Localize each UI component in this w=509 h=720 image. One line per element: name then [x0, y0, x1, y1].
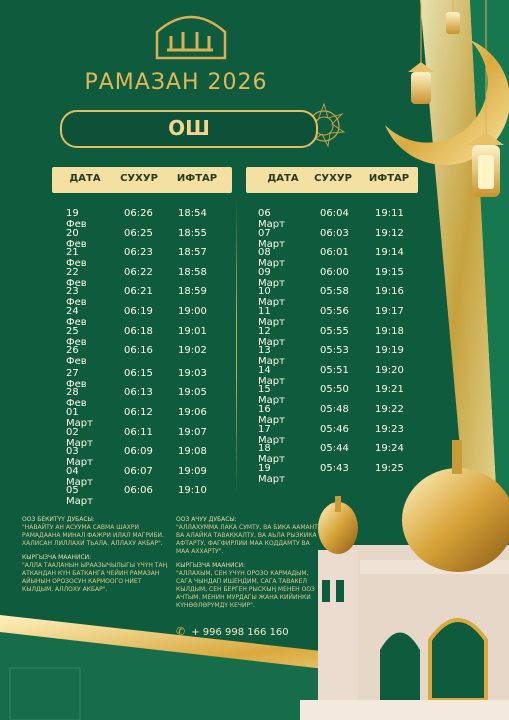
schedule-date: 10 Март: [258, 286, 285, 309]
suhur-prayer: [22, 516, 170, 594]
schedule-date: 24 Фев: [66, 306, 87, 328]
header-date: ДАТА: [69, 173, 101, 184]
phone-icon: ✆: [176, 625, 186, 638]
schedule-date: 28 Фев: [66, 387, 87, 410]
schedule-date: 15 Март: [258, 384, 285, 407]
schedule-date: 01 Март: [66, 407, 93, 429]
schedule-suhur: 06:03: [320, 227, 349, 239]
iftar-text: "АЛЛАХУММА ЛАКА СУМТУ, ВА БИКА ААМАНТУ, ВА АЛАЙКА ТАВАККАЛТУ, ВА АЬЛА РЫЗКИКА АФТАРТУ, ФАГФИРЛИИ МАА КОДДАМТУ ВА МАА АХХАРТУ".: [176, 524, 324, 555]
schedule-date: 05 Март: [66, 485, 93, 508]
phone-number: + 996 998 166 160: [191, 627, 289, 638]
suhur-heading: ООЗ БЕКИТҮҮ ДУБАСЫ:: [22, 516, 95, 523]
schedule-iftar: 19:23: [375, 423, 404, 435]
schedule-iftar: 19:01: [178, 325, 207, 337]
schedule-suhur: 05:43: [320, 462, 349, 474]
schedule-iftar: 19:02: [178, 345, 207, 357]
schedule-date: 03 Март: [66, 446, 93, 469]
schedule-suhur: 05:51: [320, 364, 349, 376]
schedule-iftar: 19:11: [375, 208, 404, 219]
schedule-suhur: 06:06: [124, 485, 153, 497]
header-suhur: СУХУР: [314, 173, 352, 184]
schedule-iftar: 19:06: [178, 407, 207, 418]
schedule-suhur: 05:46: [320, 423, 349, 435]
schedule-date: 22 Фев: [66, 266, 87, 289]
schedule-date: 26 Фев: [66, 345, 87, 368]
schedule-suhur: 05:53: [320, 345, 349, 357]
schedule-iftar: 18:55: [178, 227, 207, 239]
schedule-suhur: 06:07: [124, 465, 153, 477]
schedule-date: 16 Март: [258, 404, 285, 426]
schedule-date: 19 Фев: [66, 208, 87, 230]
schedule-suhur: 06:23: [124, 247, 153, 259]
schedule-date: 11 Март: [258, 306, 285, 328]
schedule-date: 21 Фев: [66, 247, 87, 270]
iftar-meaning-heading: КЫРГЫЗЧА МААНИСИ:: [176, 562, 246, 569]
schedule-suhur: 06:16: [124, 345, 153, 357]
header-iftar: ИФТАР: [368, 173, 410, 184]
schedule-date: 25 Фев: [66, 325, 87, 348]
schedule-suhur: 06:11: [124, 426, 153, 438]
schedule-iftar: 18:58: [178, 266, 207, 278]
schedule-suhur: 05:50: [320, 384, 349, 396]
schedule-date: 06 Март: [258, 208, 285, 230]
schedule-suhur: 05:48: [320, 404, 349, 415]
schedule-iftar: 19:15: [375, 266, 404, 278]
schedule-iftar: 19:20: [375, 364, 404, 376]
table-header-right: [246, 167, 418, 193]
schedule-date: 14 Март: [258, 364, 285, 387]
schedule-date: 13 Март: [258, 345, 285, 368]
schedule-iftar: 18:59: [178, 286, 207, 298]
schedule-iftar: 19:07: [178, 426, 207, 438]
schedule-date: 07 Март: [258, 227, 285, 250]
suhur-text: "НАВАЙТУ АН АСУУМА САВМА ШАХРИ РАМАДААНА МИНАЛ ФАЖРИ ИЛАЛ МАГРИБИ. ХАЛИСАН ЛИЛЛАХИ ТЬАЛА. АЛЛАХУ АКБАР".: [22, 524, 164, 547]
mosque-illustration: [300, 440, 509, 720]
schedule-date: 18 Март: [258, 443, 285, 466]
schedule-iftar: 19:22: [375, 404, 404, 415]
table-header-left: [52, 167, 232, 193]
schedule-suhur: 06:04: [320, 208, 349, 219]
schedule-iftar: 19:18: [375, 325, 404, 337]
city-name: ОШ: [168, 116, 210, 140]
schedule-iftar: 18:54: [178, 208, 207, 219]
suhur-meaning: "АЛЛА ТААЛАНЫН ЫРААЗЫЧЫЛЫГЫ ҮЧҮН ТАҢ АТКАНДАН КҮН БАТКАНГА ЧЕЙИН РАМАЗАН АЙЫНЫН ОРОЗОСУН КАРМООГО НИЕТ КЫЛДЫМ. АЛЛОХУ АКБАР".: [22, 562, 168, 593]
schedule-suhur: 05:58: [320, 286, 349, 298]
column-divider: [236, 198, 237, 496]
schedule-suhur: 06:12: [124, 407, 153, 418]
suhur-meaning-heading: КЫРГЫЗЧА МААНИСИ:: [22, 554, 92, 561]
header-iftar: ИФТАР: [176, 173, 218, 184]
schedule-suhur: 06:09: [124, 446, 153, 458]
schedule-date: 04 Март: [66, 465, 93, 488]
schedule-iftar: 19:14: [375, 247, 404, 259]
schedule-suhur: 05:44: [320, 443, 349, 455]
schedule-suhur: 06:00: [320, 266, 349, 278]
schedule-date: 12 Март: [258, 325, 285, 348]
schedule-date: 20 Фев: [66, 227, 87, 250]
iftar-heading: ООЗ АЧУУ ДУБАСЫ:: [176, 516, 237, 523]
schedule-iftar: 19:12: [375, 227, 404, 239]
schedule-iftar: 19:25: [375, 462, 404, 474]
schedule-iftar: 19:03: [178, 367, 207, 379]
schedule-suhur: 05:55: [320, 325, 349, 337]
schedule-iftar: 19:17: [375, 306, 404, 317]
schedule-date: 19 Март: [258, 462, 285, 485]
schedule-iftar: 19:05: [178, 387, 207, 399]
schedule-suhur: 06:15: [124, 367, 153, 379]
city-banner: [60, 110, 318, 148]
schedule-iftar: 19:08: [178, 446, 207, 458]
schedule-iftar: 19:00: [178, 306, 207, 317]
header-suhur: СУХУР: [120, 173, 158, 184]
header-date: ДАТА: [267, 173, 299, 184]
schedule-suhur: 06:01: [320, 247, 349, 259]
schedule-suhur: 06:22: [124, 266, 153, 278]
schedule-suhur: 06:26: [124, 208, 153, 219]
schedule-date: 17 Март: [258, 423, 285, 446]
schedule-iftar: 19:21: [375, 384, 404, 396]
schedule-date: 27 Фев: [66, 367, 87, 390]
schedule-iftar: 19:10: [178, 485, 207, 497]
logo-icon: [153, 10, 229, 60]
schedule-suhur: 05:56: [320, 306, 349, 317]
schedule-date: 08 Март: [258, 247, 285, 270]
schedule-suhur: 06:19: [124, 306, 153, 317]
schedule-suhur: 06:21: [124, 286, 153, 298]
schedule-suhur: 06:25: [124, 227, 153, 239]
schedule-suhur: 06:13: [124, 387, 153, 399]
iftar-prayer: [176, 516, 324, 610]
page-title: РАМАЗАН 2026: [84, 70, 268, 95]
schedule-date: 09 Март: [258, 266, 285, 289]
schedule-iftar: 19:19: [375, 345, 404, 357]
schedule-iftar: 19:09: [178, 465, 207, 477]
schedule-iftar: 19:24: [375, 443, 404, 455]
phone-contact[interactable]: [176, 625, 289, 638]
iftar-meaning: "АЛЛАХЫМ, СЕН ҮЧҮН ОРОЗО КАРМАДЫМ, САГА ЧЫНДАП ИШЕНДИМ, САГА ТАВАКЕЛ КЫЛДЫМ, СЕН БЕРГЕН РЫСКЫҢ МЕНЕН ООЗ АЧТЫМ. МЕНИН МУРДАГЫ ЖАНА КИЙИНКИ КҮНӨӨЛӨРҮМДҮ КЕЧИР".: [176, 570, 315, 609]
schedule-date: 23 Фев: [66, 286, 87, 309]
schedule-iftar: 19:16: [375, 286, 404, 298]
schedule-iftar: 18:57: [178, 247, 207, 259]
schedule-suhur: 06:18: [124, 325, 153, 337]
schedule-date: 02 Март: [66, 426, 93, 449]
